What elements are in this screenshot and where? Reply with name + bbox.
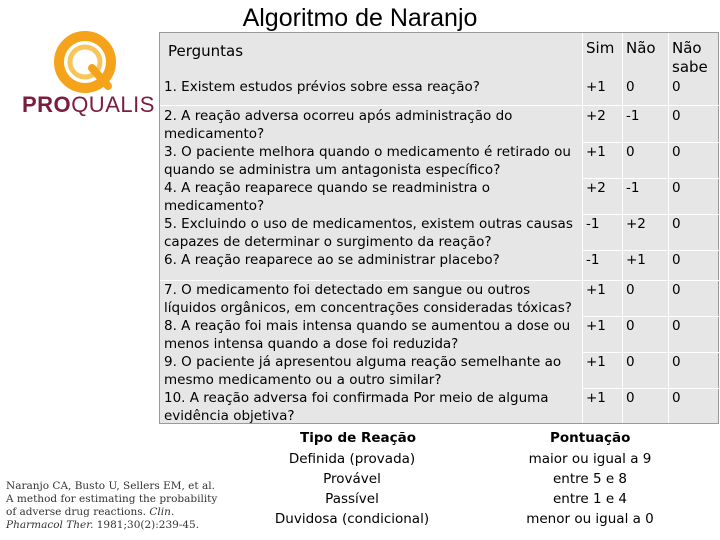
score-nao: 0 — [626, 354, 635, 370]
question-7: 7. O medicamento foi detectado em sangue ou outros líquidos orgânicos, em concentrações consideradas tóxicas? — [164, 282, 572, 316]
question-10: 10. A reação adversa foi confirmada Por meio de alguma evidência objetiva? — [164, 390, 549, 424]
score-nao: +1 — [626, 252, 646, 268]
score-sim: +1 — [586, 79, 606, 95]
score-nao: 0 — [626, 144, 635, 160]
score-sim: +1 — [586, 318, 606, 334]
page-title: Algoritmo de Naranjo — [242, 4, 478, 32]
pontuacao-passivel: entre 1 e 4 — [552, 491, 628, 507]
score-sim: -1 — [586, 252, 600, 268]
tipo-provavel: Provável — [323, 471, 381, 487]
score-sim: +2 — [586, 108, 606, 124]
score-nao-sabe: 0 — [672, 354, 681, 370]
citation: Naranjo CA, Busto U, Sellers EM, et al. A method for estimating the probability of adverse drug reactions. Clin. Pharmacol Ther. 1981;30(2):239-45. — [6, 480, 218, 531]
score-nao-sabe: 0 — [672, 79, 681, 95]
header-perguntas: Perguntas — [168, 42, 244, 60]
score-nao: -1 — [626, 180, 640, 196]
score-nao-sabe: 0 — [672, 108, 681, 124]
question-1: 1. Existem estudos prévios sobre essa reação? — [164, 79, 480, 95]
score-nao: 0 — [626, 79, 635, 95]
pontuacao-provavel: entre 5 e 8 — [552, 471, 628, 487]
score-nao-sabe: 0 — [672, 282, 681, 298]
question-2: 2. A reação adversa ocorreu após administração do medicamento? — [164, 108, 513, 142]
naranjo-table — [159, 32, 719, 424]
question-8: 8. A reação foi mais intensa quando se aumentou a dose ou menos intensa quando a dose foi reduzida? — [164, 318, 571, 352]
tipo-passivel: Passível — [325, 491, 379, 507]
question-9: 9. O paciente já apresentou alguma reação semelhante ao mesmo medicamento ou a outro similar? — [164, 354, 562, 388]
tipo-definida: Definida (provada) — [288, 451, 416, 467]
score-nao-sabe: 0 — [672, 252, 681, 268]
score-nao: -1 — [626, 108, 640, 124]
score-sim: +1 — [586, 354, 606, 370]
score-nao: 0 — [626, 318, 635, 334]
header-nao-sabe: Não sabe — [672, 39, 708, 76]
score-nao-sabe: 0 — [672, 180, 681, 196]
score-sim: +1 — [586, 390, 606, 406]
score-nao-sabe: 0 — [672, 390, 681, 406]
score-nao: 0 — [626, 390, 635, 406]
question-6: 6. A reação reaparece ao se administrar placebo? — [164, 252, 500, 268]
pontuacao-duvidosa: menor ou igual a 0 — [526, 511, 654, 527]
score-nao: +2 — [626, 216, 646, 232]
header-tipo-reacao: Tipo de Reação — [300, 430, 417, 446]
score-nao-sabe: 0 — [672, 144, 681, 160]
score-sim: -1 — [586, 216, 600, 232]
score-nao-sabe: 0 — [672, 318, 681, 334]
tipo-duvidosa: Duvidosa (condicional) — [274, 511, 430, 527]
score-nao-sabe: 0 — [672, 216, 681, 232]
score-nao: 0 — [626, 282, 635, 298]
question-4: 4. A reação reaparece quando se readministra o medicamento? — [164, 180, 491, 214]
logo-wordmark: PROQUALIS — [22, 92, 155, 117]
score-sim: +1 — [586, 282, 606, 298]
header-nao: Não — [626, 39, 656, 57]
header-sim: Sim — [586, 39, 615, 57]
header-pontuacao: Pontuação — [550, 430, 631, 446]
score-sim: +1 — [586, 144, 606, 160]
question-3: 3. O paciente melhora quando o medicamento é retirado ou quando se administra um antagonista específico? — [164, 144, 571, 178]
question-5: 5. Excluindo o uso de medicamentos, existem outras causas capazes de determinar o surgimento da reação? — [164, 216, 573, 250]
score-sim: +2 — [586, 180, 606, 196]
pontuacao-definida: maior ou igual a 9 — [528, 451, 652, 467]
